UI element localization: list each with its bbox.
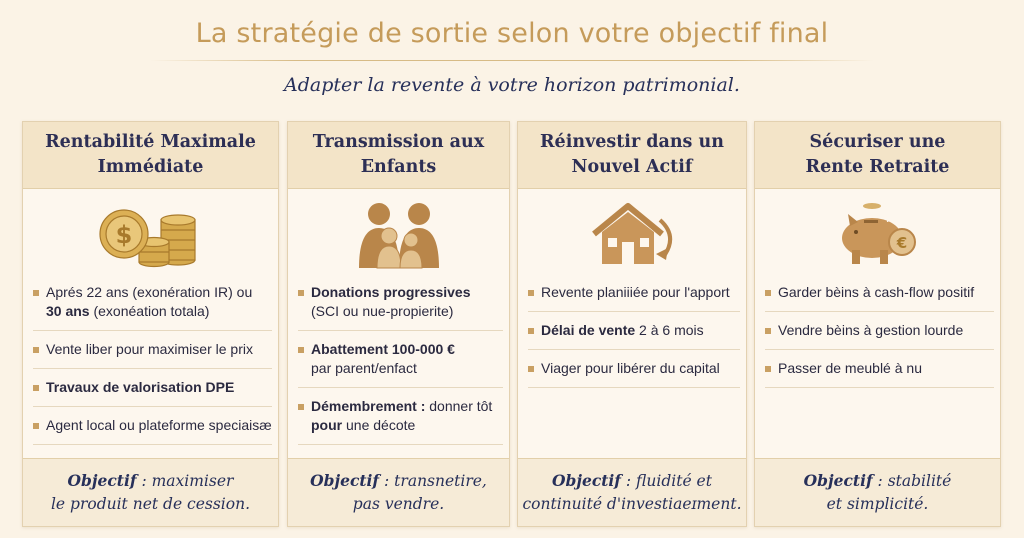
svg-text:€: €: [896, 234, 907, 252]
list-item: Aprés 22 ans (exonération IR) ou 30 ans (exonéation totala): [33, 274, 272, 331]
house-arrow-icon: [518, 194, 746, 274]
card-transmission: [287, 121, 510, 527]
item-list: [755, 274, 1000, 388]
item-list: [518, 274, 746, 388]
card-objective: Objectif : maximiser le produit net de cession.: [23, 458, 278, 526]
list-item: Garder bèins à cash-flow positif: [765, 274, 994, 312]
card-title: Transmission aux Enfants: [288, 122, 509, 189]
page-subtitle: Adapter la revente à votre horizon patrimonial.: [284, 74, 740, 96]
list-item: Démembrement : donner tôt pour une décote: [298, 388, 503, 445]
list-item: Vendre bèins à gestion lourde: [765, 312, 994, 350]
list-item: Délai de vente 2 à 6 mois: [528, 312, 740, 350]
list-item: Donations progressives (SCI ou nue-propierite): [298, 274, 503, 331]
list-item: Travaux de valorisation DPE: [33, 369, 272, 407]
card-objective: Objectif : fluidité et continuité d'investiaeɪment.: [518, 458, 746, 526]
card-title: Rentabilité Maximale Immédiate: [23, 122, 278, 189]
family-icon: [288, 194, 509, 274]
page-title: La stratégie de sortie selon votre objectif final: [195, 18, 829, 49]
list-item: Abattement 100-000 € par parent/enfact: [298, 331, 503, 388]
coins-icon: [23, 194, 278, 274]
card-title: Réinvestir dans un Nouvel Actif: [518, 122, 746, 189]
item-list: [288, 274, 509, 445]
svg-text:$: $: [115, 221, 132, 249]
list-item: Passer de meublé à nu: [765, 350, 994, 388]
list-item: Agent local ou plateforme speciaisæ: [33, 407, 272, 445]
item-list: [23, 274, 278, 445]
card-objective: Objectif : transnetire, pas vendre.: [288, 458, 509, 526]
piggy-bank-icon: [755, 194, 1000, 274]
card-title: Sécuriser une Rente Retraite: [755, 122, 1000, 189]
list-item: Revente planiiiée pour l'apport: [528, 274, 740, 312]
card-rente-retraite: [754, 121, 1001, 527]
card-rentabilite: [22, 121, 279, 527]
card-objective: Objectif : stabilité et simplicité.: [755, 458, 1000, 526]
card-reinvestir: [517, 121, 747, 527]
list-item: Vente liber pour maximiser le prix: [33, 331, 272, 369]
svg-text:+: +: [882, 212, 892, 225]
list-item: Viager pour libérer du capital: [528, 350, 740, 388]
title-divider: [150, 60, 874, 61]
